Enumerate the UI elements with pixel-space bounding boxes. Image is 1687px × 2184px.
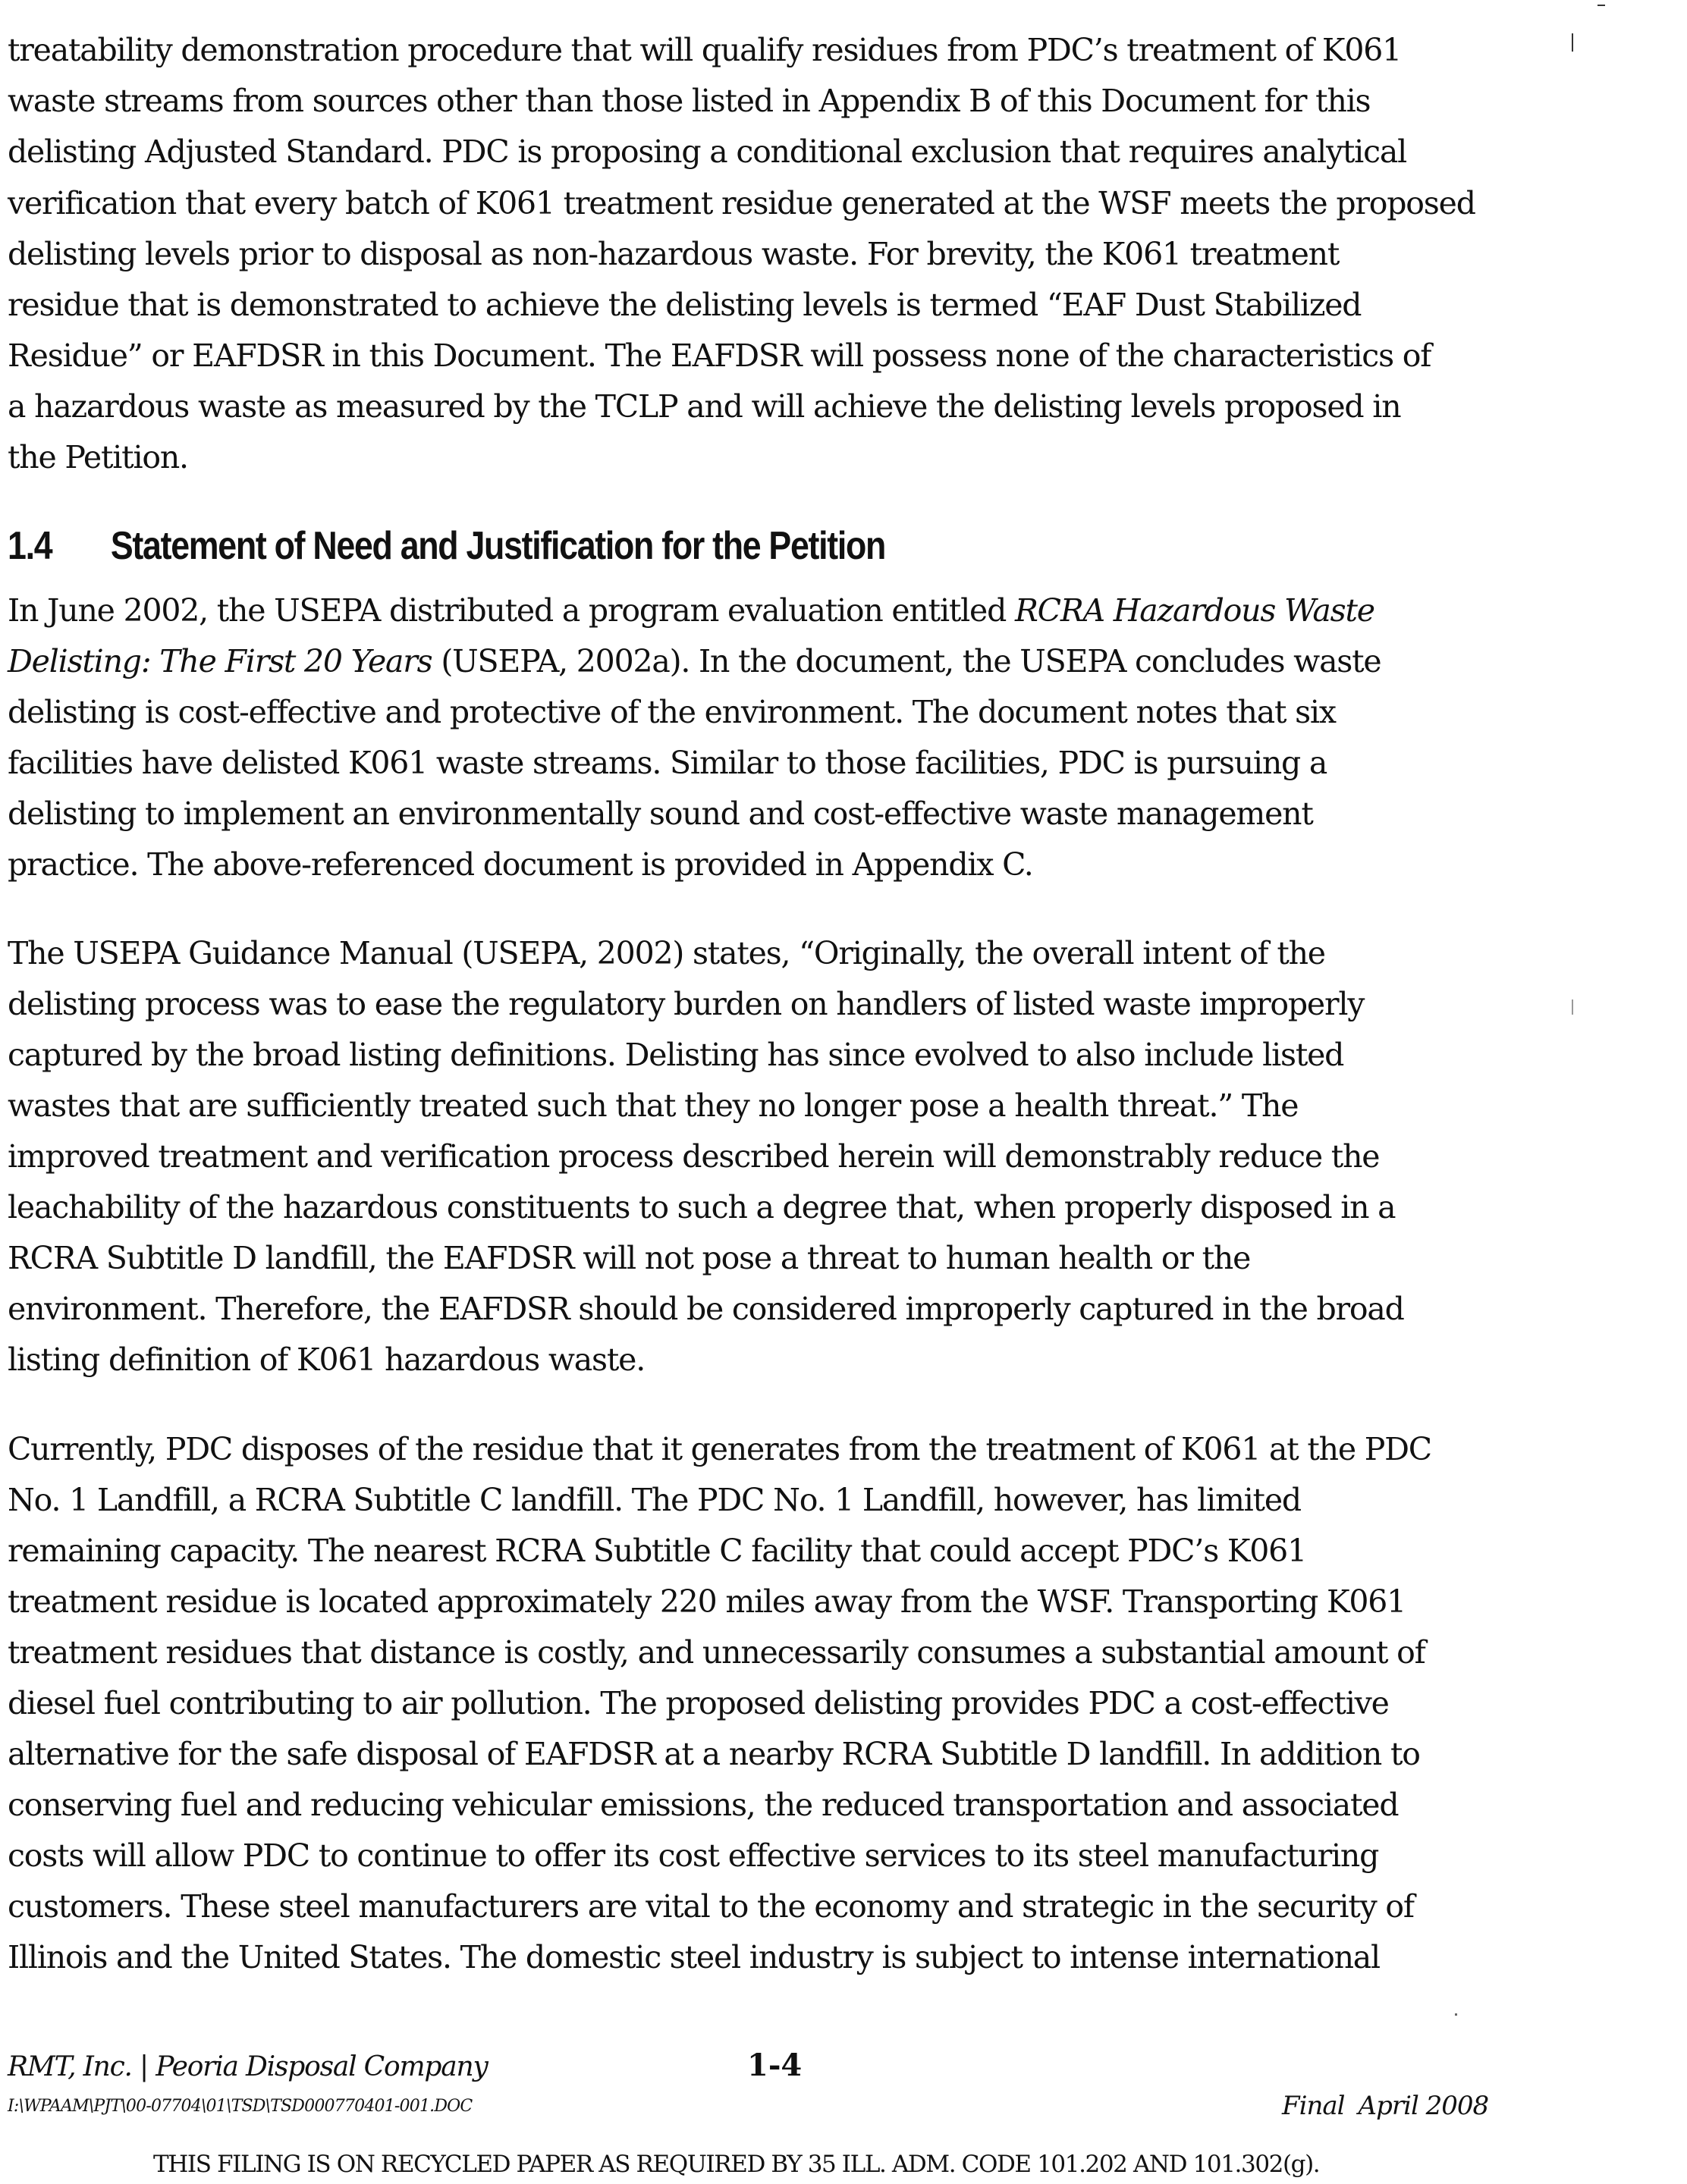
text-line: improved treatment and verification process described herein will demonstrably reduce the: [8, 1138, 1380, 1175]
text-line: RCRA Subtitle D landfill, the EAFDSR will not pose a threat to human health or the: [8, 1240, 1251, 1276]
text-span: In June 2002, the USEPA distributed a program evaluation entitled: [8, 592, 1015, 629]
text-line: residue that is demonstrated to achieve the delisting levels is termed “EAF Dust Stabilized: [8, 287, 1362, 323]
section-number: 1.4: [8, 524, 52, 568]
text-line: delisting Adjusted Standard. PDC is proposing a conditional exclusion that requires analytical: [8, 133, 1407, 170]
document-title-italic: RCRA Hazardous Waste: [1015, 592, 1374, 629]
text-line: Residue” or EAFDSR in this Document. The EAFDSR will possess none of the characteristics of: [8, 337, 1431, 374]
text-line: The USEPA Guidance Manual (USEPA, 2002) states, “Originally, the overall intent of the: [8, 935, 1325, 971]
text-line: delisting is cost-effective and protective of the environment. The document notes that six: [8, 694, 1336, 730]
text-line: delisting process was to ease the regulatory burden on handlers of listed waste improperly: [8, 986, 1365, 1022]
scan-mark: [1572, 999, 1573, 1015]
text-line: treatment residue is located approximately 220 miles away from the WSF. Transporting K061: [8, 1583, 1406, 1620]
text-line: treatment residues that distance is costly, and unnecessarily consumes a substantial amount of: [8, 1634, 1425, 1671]
footer-file-path: I:\WPAAM\PJT\00-07704\01\TSD\TSD000770401-001.DOC: [8, 2097, 473, 2116]
section-title: Statement of Need and Justification for the Petition: [110, 524, 886, 568]
footer-status-label: Final: [1282, 2091, 1345, 2121]
text-line: conserving fuel and reducing vehicular emissions, the reduced transportation and associated: [8, 1787, 1399, 1823]
document-title-italic: Delisting: The First 20 Years: [8, 643, 432, 679]
scan-mark: [1572, 33, 1573, 52]
text-line: Currently, PDC disposes of the residue that it generates from the treatment of K061 at the PDC: [8, 1431, 1431, 1467]
text-line: delisting levels prior to disposal as non-hazardous waste. For brevity, the K061 treatment: [8, 236, 1340, 272]
text-line: a hazardous waste as measured by the TCLP and will achieve the delisting levels proposed in: [8, 388, 1401, 425]
text-line: facilities have delisted K061 waste streams. Similar to those facilities, PDC is pursuing a: [8, 745, 1327, 781]
text-line: Illinois and the United States. The domestic steel industry is subject to intense international: [8, 1939, 1380, 1975]
text-line: No. 1 Landfill, a RCRA Subtitle C landfill. The PDC No. 1 Landfill, however, has limited: [8, 1482, 1301, 1518]
text-line: verification that every batch of K061 treatment residue generated at the WSF meets the proposed: [8, 185, 1475, 221]
section-heading: [8, 523, 885, 569]
text-line: treatability demonstration procedure that will qualify residues from PDC’s treatment of K061: [8, 32, 1402, 68]
text-line: customers. These steel manufacturers are vital to the economy and strategic in the security of: [8, 1888, 1414, 1925]
text-span: (USEPA, 2002a). In the document, the USEPA concludes waste: [432, 643, 1381, 679]
text-line: captured by the broad listing definitions. Delisting has since evolved to also include listed: [8, 1037, 1344, 1073]
text-line: waste streams from sources other than those listed in Appendix B of this Document for this: [8, 83, 1371, 119]
text-line: wastes that are sufficiently treated such that they no longer pose a health threat.” The: [8, 1087, 1299, 1124]
text-line: delisting to implement an environmentally sound and cost-effective waste management: [8, 795, 1313, 832]
scan-mark: [1597, 5, 1605, 6]
page-number: 1-4: [747, 2048, 803, 2083]
footer-status: [1282, 2091, 1488, 2121]
text-line: alternative for the safe disposal of EAFDSR at a nearby RCRA Subtitle D landfill. In addition to: [8, 1736, 1420, 1772]
recycled-paper-notice: THIS FILING IS ON RECYCLED PAPER AS REQUIRED BY 35 ILL. ADM. CODE 101.202 AND 101.302(g).: [153, 2151, 1320, 2178]
text-line: environment. Therefore, the EAFDSR should be considered improperly captured in the broad: [8, 1291, 1404, 1327]
text-line: [8, 592, 1374, 629]
text-line: [8, 643, 1381, 679]
text-line: the Petition.: [8, 439, 188, 475]
text-line: leachability of the hazardous constituents to such a degree that, when properly disposed in a: [8, 1189, 1396, 1225]
text-line: costs will allow PDC to continue to offer its cost effective services to its steel manufacturing: [8, 1837, 1379, 1874]
text-line: remaining capacity. The nearest RCRA Subtitle C facility that could accept PDC’s K061: [8, 1533, 1306, 1569]
footer-date: April 2008: [1358, 2091, 1489, 2121]
footer-company: RMT, Inc. | Peoria Disposal Company: [8, 2051, 488, 2082]
text-line: listing definition of K061 hazardous waste.: [8, 1341, 646, 1378]
scan-mark: [1455, 2013, 1457, 2016]
text-line: practice. The above-referenced document is provided in Appendix C.: [8, 846, 1033, 883]
text-line: diesel fuel contributing to air pollution. The proposed delisting provides PDC a cost-effective: [8, 1685, 1389, 1721]
